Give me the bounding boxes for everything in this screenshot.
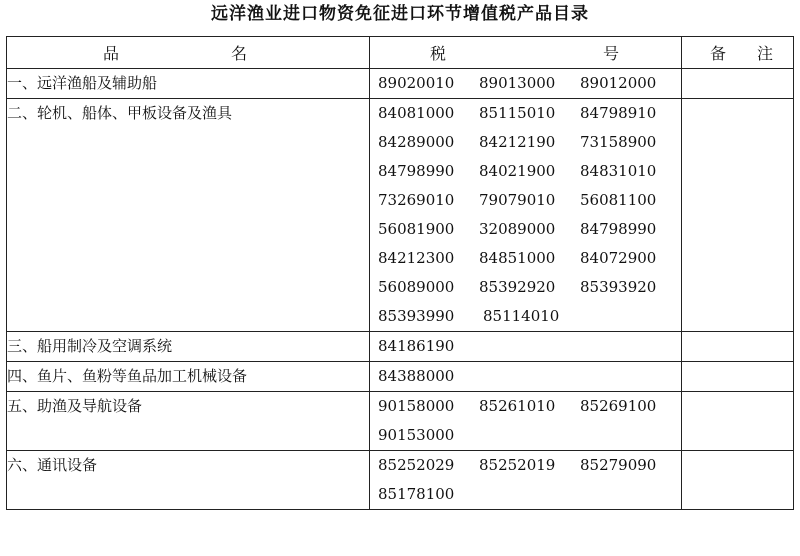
tariff-code: 84021900 bbox=[479, 162, 556, 180]
tariff-code-line bbox=[370, 186, 681, 215]
tariff-code: 84798910 bbox=[580, 104, 657, 122]
tariff-code-cell bbox=[370, 332, 682, 362]
column-header-name bbox=[7, 37, 370, 69]
note-cell bbox=[682, 392, 794, 451]
tariff-code-line bbox=[370, 332, 681, 361]
tariff-code: 84388000 bbox=[378, 367, 455, 385]
tariff-code: 85392920 bbox=[479, 278, 556, 296]
header-char: 税 bbox=[430, 44, 447, 63]
header-char: 品 bbox=[103, 44, 120, 63]
table-row bbox=[7, 362, 794, 392]
tariff-code: 73269010 bbox=[378, 191, 455, 209]
tariff-code: 90158000 bbox=[378, 397, 455, 415]
tariff-code: 85252019 bbox=[479, 456, 556, 474]
table-row bbox=[7, 332, 794, 362]
product-catalog-table bbox=[6, 36, 794, 510]
header-char: 名 bbox=[230, 44, 247, 63]
tariff-code: 56081100 bbox=[580, 191, 657, 209]
tariff-code-cell bbox=[370, 392, 682, 451]
tariff-code-line bbox=[370, 128, 681, 157]
tariff-code: 84212300 bbox=[378, 249, 455, 267]
tariff-code-line bbox=[370, 69, 681, 98]
tariff-code-line bbox=[370, 99, 681, 128]
tariff-code-cell bbox=[370, 451, 682, 510]
tariff-code-line bbox=[370, 421, 681, 450]
tariff-code: 85115010 bbox=[479, 104, 556, 122]
tariff-code: 84851000 bbox=[479, 249, 556, 267]
tariff-code-line bbox=[370, 392, 681, 421]
header-char: 备 bbox=[710, 44, 727, 63]
tariff-code-line bbox=[370, 244, 681, 273]
tariff-code-cell bbox=[370, 69, 682, 99]
header-char: 注 bbox=[756, 44, 773, 63]
note-cell bbox=[682, 451, 794, 510]
page-title: 远洋渔业进口物资免征进口环节增值税产品目录 bbox=[211, 4, 589, 24]
tariff-code: 32089000 bbox=[479, 220, 556, 238]
table-row bbox=[7, 69, 794, 99]
product-category-name: 三、船用制冷及空调系统 bbox=[7, 332, 370, 362]
table-row bbox=[7, 392, 794, 451]
tariff-code: 85261010 bbox=[479, 397, 556, 415]
note-cell bbox=[682, 332, 794, 362]
tariff-code-cell bbox=[370, 362, 682, 392]
tariff-code: 89013000 bbox=[479, 74, 556, 92]
tariff-code: 85114010 bbox=[483, 307, 560, 325]
tariff-code: 85269100 bbox=[580, 397, 657, 415]
tariff-code-cell bbox=[370, 99, 682, 332]
tariff-code-line bbox=[370, 273, 681, 302]
tariff-code-line bbox=[370, 157, 681, 186]
note-cell bbox=[682, 362, 794, 392]
tariff-code: 84831010 bbox=[580, 162, 657, 180]
tariff-code: 84289000 bbox=[378, 133, 455, 151]
tariff-code: 56089000 bbox=[378, 278, 455, 296]
tariff-code: 84081000 bbox=[378, 104, 455, 122]
tariff-code: 84798990 bbox=[580, 220, 657, 238]
tariff-code: 56081900 bbox=[378, 220, 455, 238]
product-category-name: 二、轮机、船体、甲板设备及渔具 bbox=[7, 99, 370, 332]
product-category-name: 五、助渔及导航设备 bbox=[7, 392, 370, 451]
tariff-code-line bbox=[370, 302, 681, 331]
table-row bbox=[7, 451, 794, 510]
tariff-code-line bbox=[370, 480, 681, 509]
tariff-code: 84072900 bbox=[580, 249, 657, 267]
tariff-code: 84798990 bbox=[378, 162, 455, 180]
tariff-code: 85252029 bbox=[378, 456, 455, 474]
table-row bbox=[7, 99, 794, 332]
table-header-row bbox=[7, 37, 794, 69]
tariff-code: 84212190 bbox=[479, 133, 556, 151]
tariff-code: 90153000 bbox=[378, 426, 455, 444]
column-header-tariff-code bbox=[370, 37, 682, 69]
tariff-code: 73158900 bbox=[580, 133, 657, 151]
note-cell bbox=[682, 69, 794, 99]
column-header-note bbox=[682, 37, 794, 69]
table-body bbox=[7, 69, 794, 510]
tariff-code: 85393920 bbox=[580, 278, 657, 296]
product-category-name: 六、通讯设备 bbox=[7, 451, 370, 510]
tariff-code: 89020010 bbox=[378, 74, 455, 92]
product-category-name: 四、鱼片、鱼粉等鱼品加工机械设备 bbox=[7, 362, 370, 392]
tariff-code: 85393990 bbox=[378, 307, 455, 325]
header-char: 号 bbox=[602, 44, 619, 63]
product-category-name: 一、远洋渔船及辅助船 bbox=[7, 69, 370, 99]
tariff-code: 85279090 bbox=[580, 456, 657, 474]
tariff-code: 85178100 bbox=[378, 485, 455, 503]
tariff-code: 89012000 bbox=[580, 74, 657, 92]
tariff-code-line bbox=[370, 362, 681, 391]
note-cell bbox=[682, 99, 794, 332]
tariff-code: 79079010 bbox=[479, 191, 556, 209]
tariff-code-line bbox=[370, 451, 681, 480]
tariff-code-line bbox=[370, 215, 681, 244]
tariff-code: 84186190 bbox=[378, 337, 455, 355]
